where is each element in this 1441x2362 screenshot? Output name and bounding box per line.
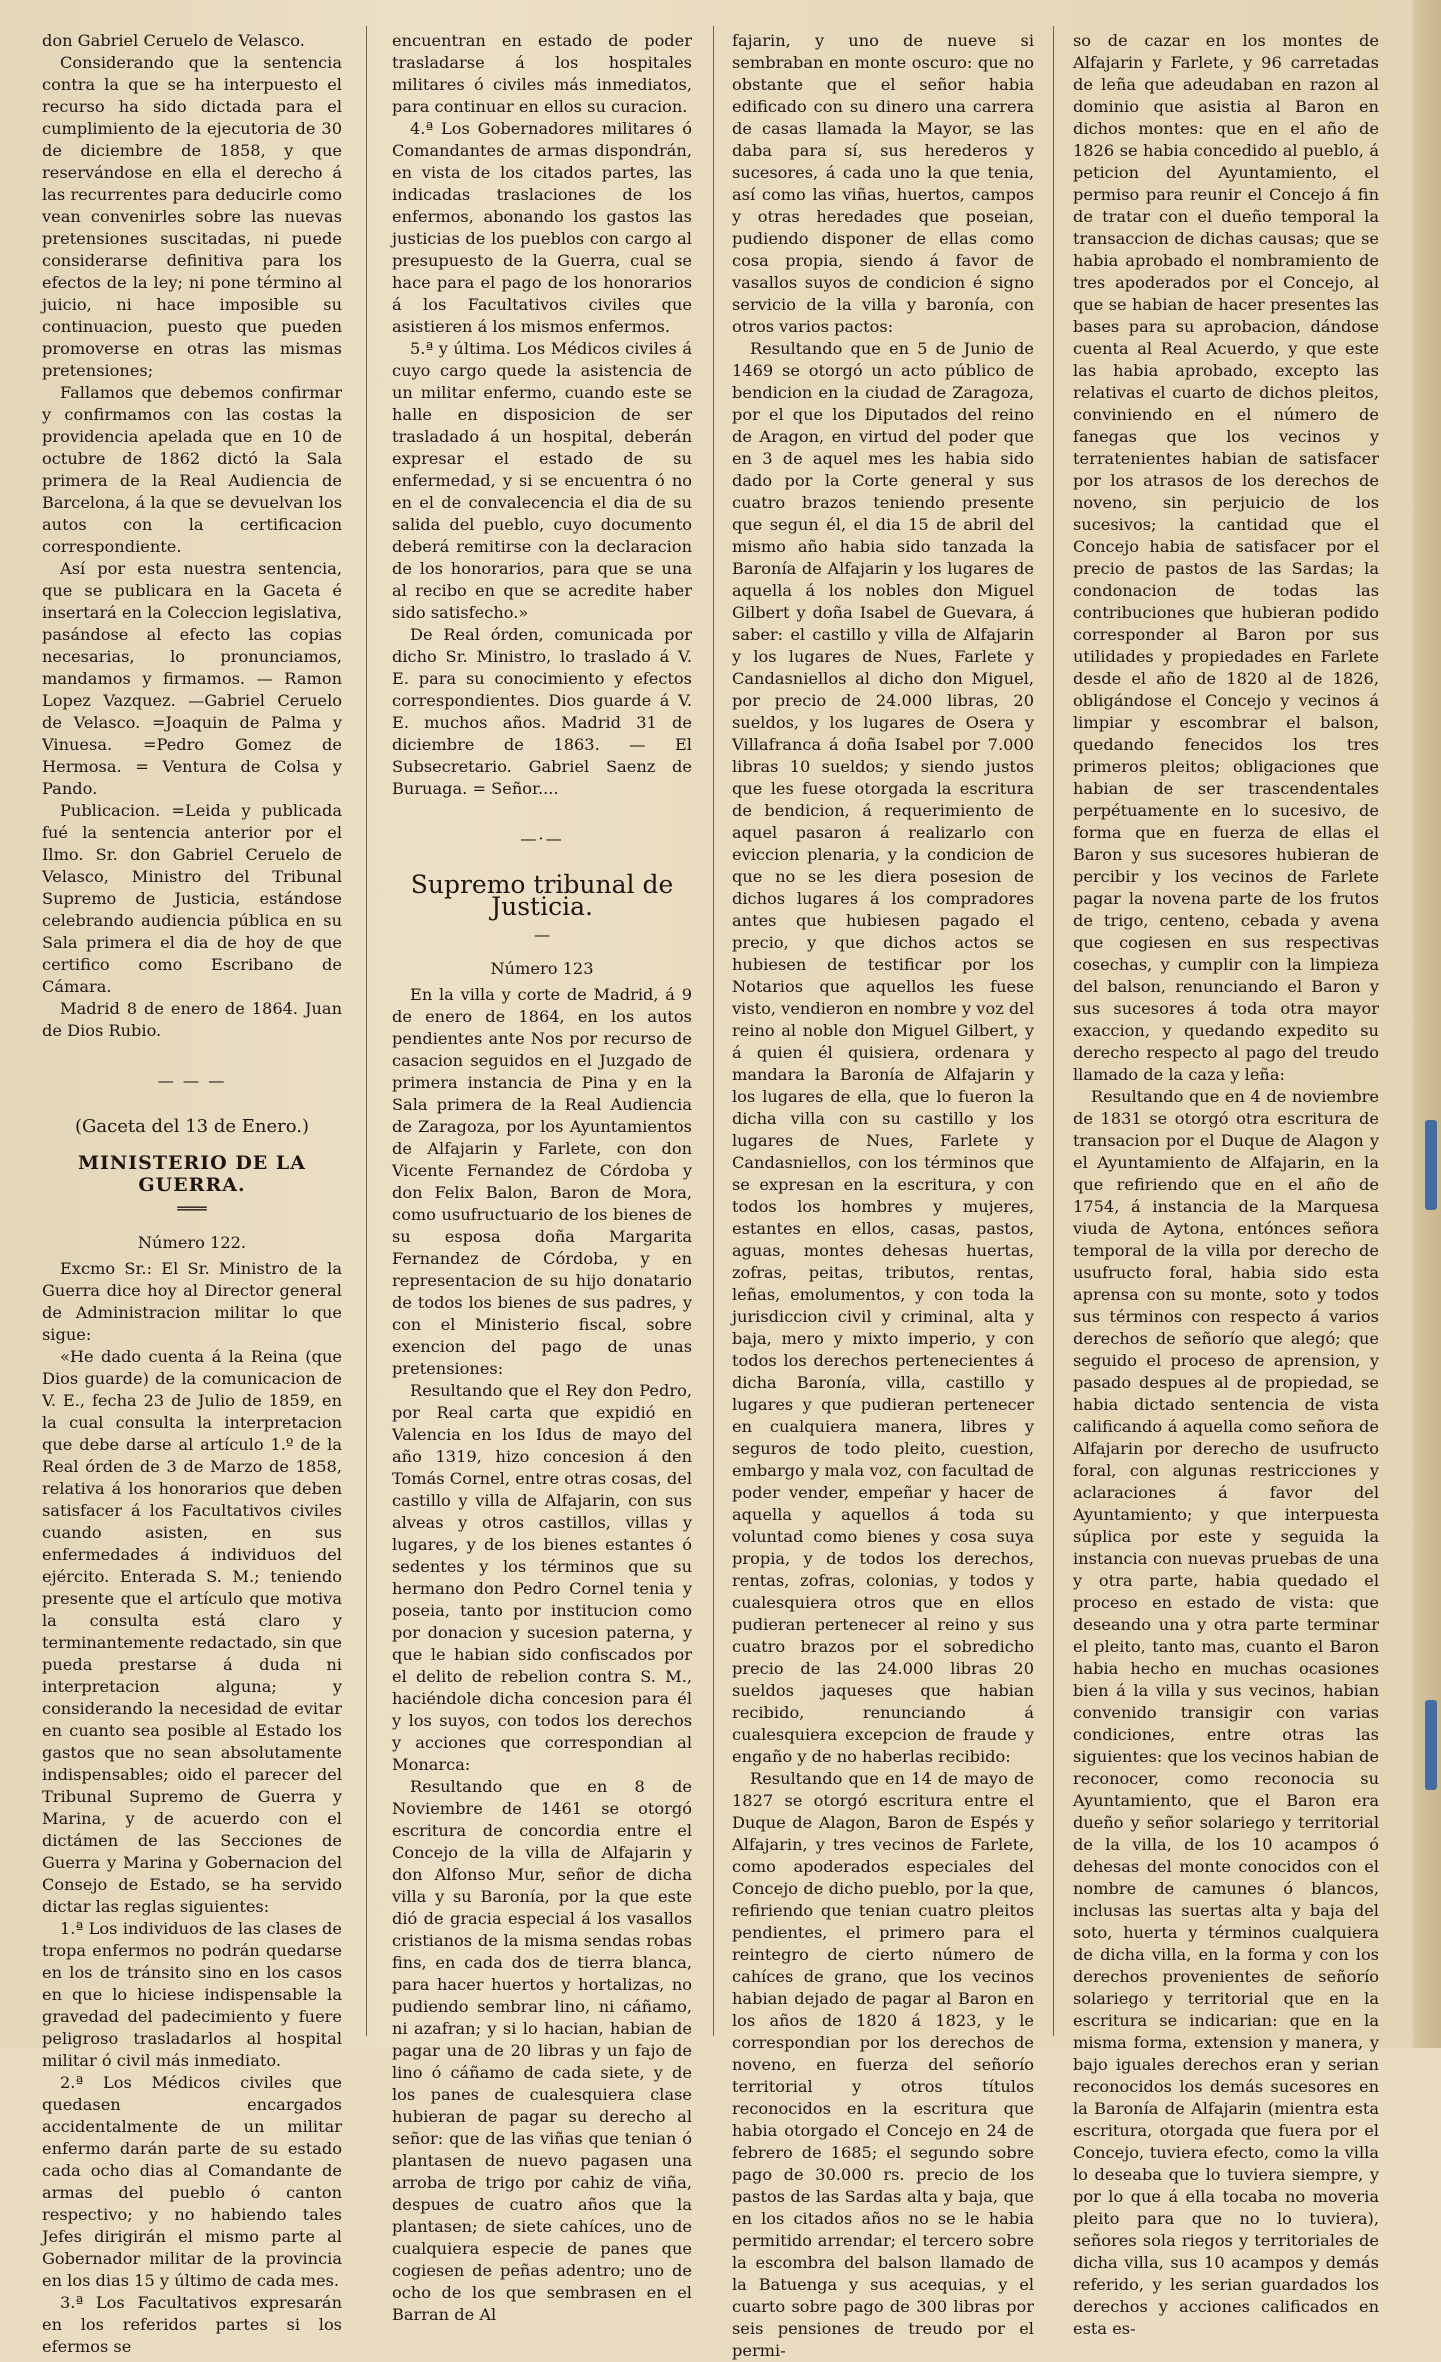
paragraph: Excmo Sr.: El Sr. Ministro de la Guerra dice hoy al Director general de Administracion militar lo que sigue:	[42, 1259, 342, 1344]
paragraph: 2.ª Los Médicos civiles que quedasen encargados accidentalmente de un militar enfermo darán parte de su estado cada ocho dias al Comandante de armas del pueblo ó canton respectivo; y no habiendo tales Jefes dirigirán el mismo parte al Gobernador militar de la provincia en los dias 15 y último de cada mes.	[42, 2073, 342, 2290]
tribunal-rule: —	[533, 925, 551, 944]
paragraph: Fallamos que debemos confirmar y confirmamos con las costas la providencia apelada que en 10 de octubre de 1862 dictó la Sala primera de la Real Audiencia de Barcelona, á la que se devuelvan los autos con la certificacion correspondiente.	[42, 383, 342, 556]
edge-tab-mark	[1425, 1120, 1437, 1210]
paragraph: fajarin, y uno de nueve si sembraban en monte oscuro: que no obstante que el señor habia edificado con su dinero una carrera de casas llamada la Mayor, se las daba para sí, sus herederos y sucesores, á cada uno la que tenia, así como las viñas, huertos, campos y otras heredades que poseian, pudiendo disponer de ellas como cosa propia, siendo á favor de vasallos suyos de condicion é signo servicio de la villa y baronía, con otros varios pactos:	[732, 31, 1034, 336]
paragraph: 5.ª y última. Los Médicos civiles á cuyo cargo quede la asistencia de un militar enfermo, cuando este se halle en disposicion de ser trasladado á un hospital, deberán expresar el estado de su enfermedad, y si se encuentra ó no en el de convalecencia el dia de su salida del pueblo, cuyo documento deberá remitirse con la declaracion de los honorarios, para que se una al recibo en que se acredite haber sido satisfecho.»	[392, 339, 692, 622]
number-heading: Número 123	[490, 959, 594, 978]
column-4	[1073, 30, 1379, 2338]
ministry-heading: MINISTERIO DE LA GUERRA.	[77, 1152, 307, 1196]
tribunal-heading: Supremo tribunal de Justicia.	[410, 870, 674, 921]
gaceta-heading: (Gaceta del 13 de Enero.)	[75, 1116, 309, 1137]
edge-tab-mark	[1425, 1700, 1437, 1790]
paragraph: Publicacion. =Leida y publicada fué la sentencia anterior por el Ilmo. Sr. don Gabriel Ceruelo de Velasco, Ministro del Tribunal Supremo de Justicia, estándose celebrando audiencia pública en su Sala primera el dia de hoy de que certifico como Escribano de Cámara.	[42, 801, 342, 996]
column-1	[42, 30, 342, 2356]
page-edge	[1413, 0, 1441, 2048]
column-2	[392, 30, 692, 2324]
paragraph: encuentran en estado de poder trasladarse á los hospitales militares ó civiles más inmediatos, para continuar en ellos su curacion.	[392, 31, 692, 116]
paragraph: so de cazar en los montes de Alfajarin y Farlete, y 96 carretadas de leña que adeudaban en razon al dominio que asistia al Baron en dichos montes: que en el año de 1826 se habia concedido al pueblo, á peticion del Ayuntamiento, el permiso para reunir el Concejo á fin de tratar con el dueño temporal la transaccion de dichas causas; que se habia aprobado el nombramiento de tres apoderados por el Concejo, al que se habian de hacer presentes las bases para su aprobacion, dándose cuenta al Real Acuerdo, y que este las habia aprobado, excepto las relativas el cuarto de dichos pleitos, conviniendo en el número de fanegas que los vecinos y terratenientes habian de satisfacer por los atrasos de los derechos de noveno, sin perjuicio de los sucesivos; la cantidad que el Concejo habia de satisfacer por el precio de pastos de las Sardas; la condonacion de todas las contribuciones que hubieran podido corresponder al Baron por sus utilidades y propiedades en Farlete desde el año de 1820 al de 1826, obligándose el Concejo y vecinos á limpiar y escombrar el balson, quedando fenecidos los tres primeros pleitos; obligaciones que habian de ser trascendentales perpétuamente en lo sucesivo, de forma que en fuerza de ellas el Baron y sus sucesores hubieran de percibir y los vecinos de Farlete pagar la novena parte de los frutos de trigo, centeno, cebada y avena que cogiesen en sus respectivas cosechas, y cumplir con la limpieza del balson, renunciando el Baron y sus sucesores á toda otra mayor exaccion, y quedando expedito su derecho respecto al pago del treudo llamado de la caza y leña:	[1073, 31, 1379, 1084]
paragraph: Así por esta nuestra sentencia, que se publicara en la Gaceta é insertará en la Coleccion legislativa, pasándose al efecto las copias necesarias, lo pronunciamos, mandamos y firmamos. — Ramon Lopez Vazquez. —Gabriel Ceruelo de Velasco. =Joaquin de Palma y Vinuesa. =Pedro Gomez de Hermosa. = Ventura de Colsa y Pando.	[42, 559, 342, 798]
column-rule	[1053, 26, 1054, 2036]
paragraph: Considerando que la sentencia contra la que se ha interpuesto el recurso ha sido dictada para el cumplimiento de la ejecutoria de 30 de diciembre de 1858, y que reservándose en ella el derecho á las recurrentes para deducirle como vean convenirles sobre las nuevas pretensiones suscitadas, ni puede considerarse definitiva para los efectos de la ley; ni pone término al juicio, ni hace imposible su continuacion, puesto que pueden promoverse en otras las mismas pretensiones;	[42, 53, 342, 380]
paragraph: 1.ª Los individuos de las clases de tropa enfermos no podrán quedarse en los de tránsito sino en los casos en que lo hiciese indispensable la gravedad del padecimiento y fuere peligroso trasladarlos al hospital militar ó civil más inmediato.	[42, 1919, 342, 2070]
paragraph: 3.ª Los Facultativos expresarán en los referidos partes si los efermos se	[42, 2293, 342, 2356]
paragraph: Madrid 8 de enero de 1864. Juan de Dios Rubio.	[42, 999, 342, 1040]
number-heading: Número 122.	[137, 1233, 247, 1252]
paragraph: Resultando que el Rey don Pedro, por Real carta que expidió en Valencia en los Idus de mayo del año 1319, hizo concesion á den Tomás Cornel, entre otras cosas, del castillo y villa de Alfajarin, con sus alveas y otros castillos, villas y lugares, y de los bienes estantes ó sedentes y los términos que su hermano don Pedro Cornel tenia y poseia, tanto por institucion como por donacion y sucesion paterna, y que le habian sido confiscados por el delito de rebelion contra S. M., haciéndole dicha concesion para él y los suyos, con todos los derechos y acciones que correspondian al Monarca:	[392, 1381, 692, 1774]
paragraph: Resultando que en 14 de mayo de 1827 se otorgó escritura entre el Duque de Alagon, Baron de Espés y Alfajarin, y tres vecinos de Farlete, como apoderados especiales del Concejo de dicho pueblo, por la que, refiriendo que tenian cuatro pleitos pendientes, el primero para el reintegro de cierto número de cahíces de grano, que los vecinos habian dejado de pagar al Baron en los años de 1820 á 1823, y le correspondian por los derechos de noveno, en fuerza del señorío territorial y otros títulos reconocidos en la escritura que habia otorgado el Concejo en 24 de febrero de 1685; el segundo sobre pago de 30.000 rs. precio de los pastos de las Sardas alta y baja, que en los citados años no se le habia permitido arrendar; el tercero sobre la escombra del balson llamado de la Batuenga y sus acequias, y el cuarto sobre pago de 300 libras por seis pensiones de treudo por el permi-	[732, 1769, 1034, 2360]
paragraph: Resultando que en 8 de Noviembre de 1461 se otorgó escritura de concordia entre el Concejo de la villa de Alfajarin y don Alfonso Mur, señor de dicha villa y su Baronía, por la que este dió de gracia especial á los vasallos cristianos de la misma sendas robas fins, en cada dos de tierra blanca, para hacer huertos y hortalizas, no pudiendo sembrar lino, ni cáñamo, ni azafran; y si lo hacian, habian de pagar una de 20 libras y un fajo de lino ó cáñamo de cada siete, y de los panes de cualesquiera clase hubieran de pagar su derecho al señor: que de las viñas que tenian ó plantasen de nuevo pagasen una arroba de trigo por cahiz de viña, despues de cuatro años que la plantasen; de siete cahíces, uno de cualquiera especie de panes que cogiesen de peñas adentro; uno de ocho de los que sembrasen en el Barran de Al	[392, 1777, 692, 2324]
paragraph: 4.ª Los Gobernadores militares ó Comandantes de armas dispondrán, en vista de los citados partes, las indicadas traslaciones de los enfermos, abonando los gastos las justicias de los pueblos con cargo al presupuesto de la Guerra, cual se hace para el pago de los honorarios á los Facultativos civiles que asistieren á los mismos enfermos.	[392, 119, 692, 336]
paragraph: Resultando que en 4 de noviembre de 1831 se otorgó otra escritura de transacion por el Duque de Alagon y el Ayuntamiento de Alfajarin, en la que refiriendo que en el año de 1754, á instancia de la Marquesa viuda de Aytona, entónces señora temporal de la villa por derecho de usufructo foral, habia sido esta aprensa con su monte, soto y todos sus términos con respecto á varios derechos de señorío que alegó; que seguido el proceso de aprension, y pasado despues al de propiedad, se habia dictado sentencia de vista calificando á aquella como señora de Alfajarin por derecho de usufructo foral, con algunas restricciones y aclaraciones á favor del Ayuntamiento; y que interpuesta súplica por este y seguida la instancia con nuevas pruebas de una y otra parte, habia quedado el proceso en estado de vista: que deseando una y otra parte terminar el pleito, tanto mas, cuanto el Baron habia hecho en muchas ocasiones bien á la villa y sus vecinos, habian convenido transigir con varias condiciones, entre otras las siguientes: que los vecinos habian de reconocer, como reconocia su Ayuntamiento, que el Baron era dueño y señor solariego y territorial de la villa, de los 10 acampos ó dehesas del monte conocidos con el nombre de camunes ó blancos, inclusas las suertas alta y baja del soto, huerta y términos cualquiera de dicha villa, en la forma y con los derechos provenientes de señorío solariego y territorial que en la escritura se indicarian: que en la misma forma, extension y manera, y bajo iguales derechos eran y serian reconocidos los demás sucesores en la Baronía de Alfajarin (mientra esta escritura, otorgada que fuera por el Concejo, tuviera efecto, como la villa lo deseaba que lo tuviera siempre, y por lo que á ella tocaba no moveria pleito para que no lo tuviera), señores sola riegos y territoriales de dicha villa, sus 10 acampos y demás referido, y les serian guardados los derechos y acciones calificados en esta es-	[1073, 1087, 1379, 2338]
column-rule	[366, 26, 367, 2036]
column-rule	[713, 26, 714, 2036]
ministry-rule: ═══	[177, 1199, 207, 1218]
paragraph: «He dado cuenta á la Reina (que Dios guarde) de la comunicacion de V. E., fecha 23 de Julio de 1859, en la cual consulta la interpretacion que debe darse al artículo 1.º de la Real órden de 3 de Marzo de 1858, relativa á los honorarios que deben satisfacer á los Facultativos civiles cuando asisten, en sus enfermedades á individuos del ejército. Enterada S. M.; teniendo presente que el artículo que motiva la consulta está claro y terminantemente redactado, sin que pueda prestarse á duda ni interpretacion alguna; y considerando la necesidad de evitar en cuanto sea posible al Estado los gastos que no sean absolutamente indispensables; oido el parecer del Tribunal Supremo de Guerra y Marina, y de acuerdo con el dictámen de las Secciones de Guerra y Marina y Gobernacion del Consejo de Estado, se ha servido dictar las reglas siguientes:	[42, 1347, 342, 1916]
paragraph: Resultando que en 5 de Junio de 1469 se otorgó un acto público de bendicion en la ciudad de Zaragoza, por el que los Diputados del reino de Aragon, en virtud del poder que en 3 de aquel mes les habia sido dado por la Corte general y sus cuatro brazos teniendo presente que segun él, el dia 15 de abril del mismo año habia sido tanzada la Baronía de Alfajarin y los lugares de aquella á los nobles don Miguel Gilbert y doña Isabel de Guevara, á saber: el castillo y villa de Alfajarin y los lugares de Nues, Farlete y Candasniellos al dicho don Miguel, por precio de 24.000 libras, 20 sueldos, y los lugares de Osera y Villafranca á doña Isabel por 7.000 libras 10 sueldos; y siendo justos que les fuese otorgada la escritura de bendicion, á requerimiento de aquel pasaron á realizarlo con eviccion plenaria, y la condicion de que no se les diera posesion de dichos lugares á los compradores antes que hubiesen pagado el precio, y que dichos actos se hubiesen de testificar por los Notarios que aquellos les fuese visto, vendieron en nombre y voz del reino al noble don Miguel Gilbert, y á quien él quisiera, ordenara y mandara la Baronía de Alfajarin y los lugares de ella, que lo fueron la dicha villa con su castillo y los lugares de Nues, Farlete y Candasniellos, con los términos que se expresan en la escritura, y con todos los hombres y mujeres, estantes en ellos, casas, pastos, aguas, montes dehesas huertas, zofras, peitas, tributos, rentas, leñas, emolumentos, y con toda la jurisdiccion civil y criminal, alta y baja, mero y mixto imperio, y con todos los derechos pertenecientes á dicha Baronía, villa, castillo y lugares y que pudieran pertenecer en cualquiera manera, libres y seguros de todo pleito, cuestion, embargo y mala voz, con facultad de poder vender, empeñar y hacer de aquella y aquellos á toda su voluntad como bienes y cosa suya propia, y de todos los derechos, rentas, zofras, colonias, y todos y cualesquiera otros que en ellos pudieran pertenecer al reino y sus cuatro brazos por el sobredicho precio de las 24.000 libras 20 sueldos jaqueses que habian recibido, renunciando á cualesquiera excepcion de fraude y engaño y de no haberlas recibido:	[732, 339, 1034, 1766]
separator: — — —	[157, 1071, 227, 1090]
separator: —·—	[520, 829, 564, 848]
column-3	[732, 30, 1034, 2360]
paragraph: De Real órden, comunicada por dicho Sr. Ministro, lo traslado á V. E. para su conocimiento y efectos correspondientes. Dios guarde á V. E. muchos años. Madrid 31 de diciembre de 1863. — El Subsecretario. Gabriel Saenz de Buruaga. = Señor....	[392, 625, 692, 798]
paragraph: don Gabriel Ceruelo de Velasco.	[42, 31, 305, 50]
paragraph: En la villa y corte de Madrid, á 9 de enero de 1864, en los autos pendientes ante Nos por recurso de casacion seguidos en el Juzgado de primera instancia de Pina y en la Sala primera de la Real Audiencia de Zaragoza, por los Ayuntamientos de Alfajarin y Farlete, con don Vicente Fernandez de Córdoba y don Felix Balon, Baron de Mora, como usufructuario de los bienes de su esposa doña Margarita Fernandez de Córdoba, y en representacion de su hijo donatario de todos los bienes de sus padres, y con el Ministerio fiscal, sobre exencion del pago de unas pretensiones:	[392, 985, 692, 1378]
